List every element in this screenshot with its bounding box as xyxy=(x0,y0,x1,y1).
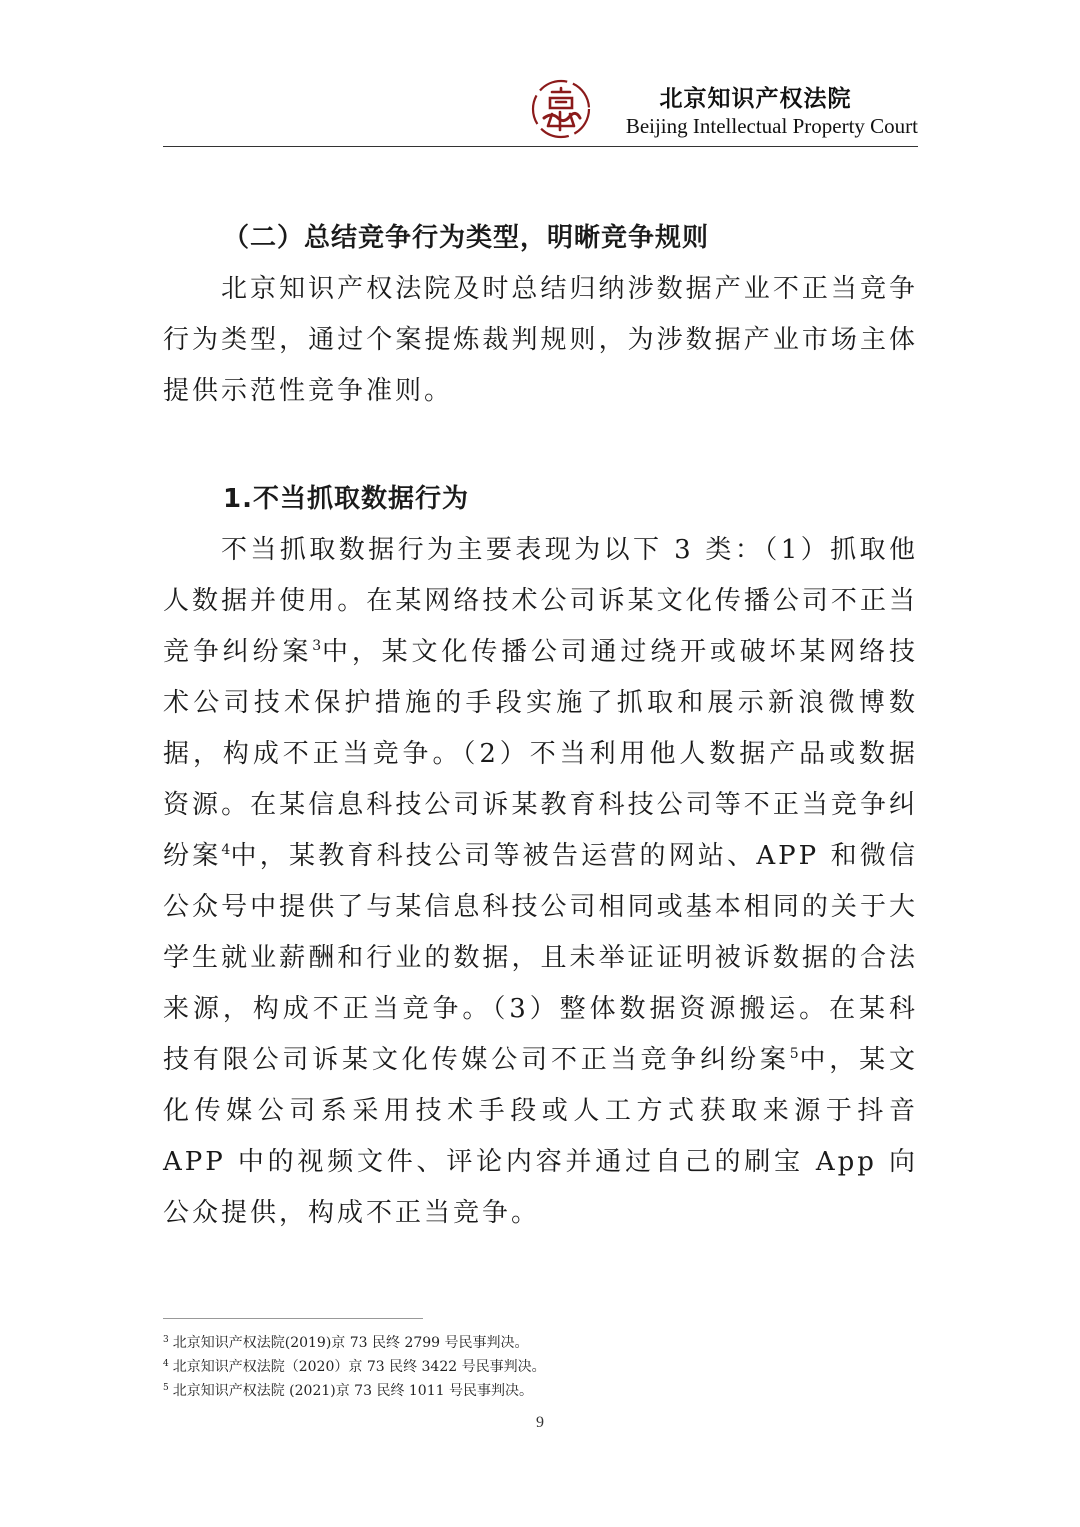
page-header xyxy=(163,70,918,150)
footnote-text: 北京知识产权法院 (2021)京 73 民终 1011 号民事判决。 xyxy=(172,1383,533,1399)
footnote-text: 北京知识产权法院（2020）京 73 民终 3422 号民事判决。 xyxy=(172,1359,546,1375)
body-text-2: 中，某文化传播公司通过绕开或破坏某网络技术公司技术保护措施的手段实施了抓取和展示新浪微博数据，构成不正当竞争。（2）不当利用他人数据产品或数据资源。在某信息科技公司诉某教育科技公司等不正当竞争纠纷案 xyxy=(163,637,918,871)
section-intro-paragraph: 北京知识产权法院及时总结归纳涉数据产业不正当竞争行为类型，通过个案提炼裁判规则，为涉数据产业市场主体提供示范性竞争准则。 xyxy=(163,274,918,406)
footnote-item xyxy=(163,1378,918,1402)
page-content xyxy=(163,212,918,1239)
footnote-number: 5 xyxy=(163,1383,169,1393)
footnotes xyxy=(163,1330,918,1402)
footnote-ref-3[interactable]: 3 xyxy=(312,638,322,654)
footnote-ref-4[interactable]: 4 xyxy=(221,842,231,858)
court-name-cn: 北京知识产权法院 xyxy=(659,86,852,112)
page-number: 9 xyxy=(536,1414,544,1431)
footnote-divider xyxy=(163,1318,423,1319)
body-text-1: 不当抓取数据行为主要表现为以下 3 类：（1）抓取他人数据并使用。在某网络技术公司诉某文化传播公司不正当竞争纠纷案 xyxy=(163,535,918,667)
body-text-4: 中，某文化传媒公司系采用技术手段或人工方式获取来源于抖音 APP 中的视频文件、评论内容并通过自己的刷宝 App 向公众提供，构成不正当竞争。 xyxy=(163,1045,918,1228)
footnote-ref-5[interactable]: 5 xyxy=(789,1046,799,1062)
section-heading: （二）总结竞争行为类型，明晰竞争规则 xyxy=(223,223,710,253)
court-name-en: Beijing Intellectual Property Court xyxy=(625,114,918,138)
footnote-item xyxy=(163,1354,918,1378)
spacer xyxy=(163,417,918,473)
subsection-heading: 1.不当抓取数据行为 xyxy=(223,484,469,514)
header-divider xyxy=(163,146,918,147)
subsection-body-paragraph xyxy=(163,525,918,1239)
footnote-text: 北京知识产权法院(2019)京 73 民终 2799 号民事判决。 xyxy=(172,1335,529,1351)
body-text-3: 中，某教育科技公司等被告运营的网站、APP 和微信公众号中提供了与某信息科技公司相同或基本相同的关于大学生就业薪酬和行业的数据，且未举证证明被诉数据的合法来源，构成不正当竞争。（3）整体数据资源搬运。在某科技有限公司诉某文化传媒公司不正当竞争纠纷案 xyxy=(163,841,918,1075)
court-seal-icon xyxy=(530,78,592,140)
footnote-item xyxy=(163,1330,918,1354)
footnote-number: 4 xyxy=(163,1359,169,1369)
footnote-number: 3 xyxy=(163,1335,169,1345)
